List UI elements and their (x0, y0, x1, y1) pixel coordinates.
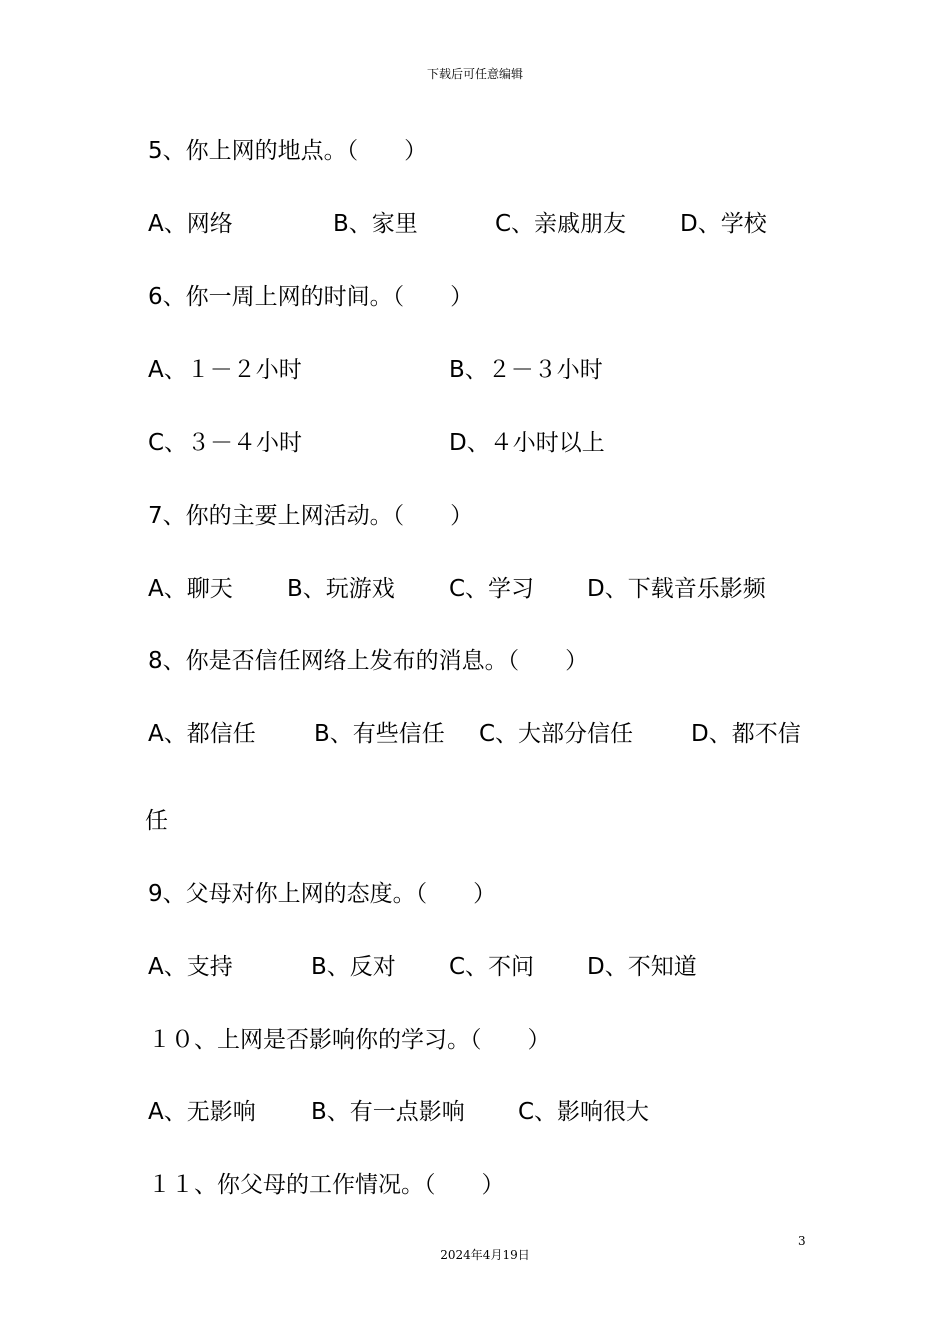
q6-option-a: A、１－２小时 (148, 357, 302, 383)
question-10: １０、上网是否影响你的学习。（ ） (148, 1027, 551, 1053)
q5-option-a: A、网络 (148, 211, 233, 237)
q9-option-a: A、支持 (148, 954, 233, 980)
q10-option-a: A、无影响 (148, 1099, 256, 1125)
q6-option-c: C、３－４小时 (148, 430, 303, 456)
q8-option-d: D、都不信 (691, 721, 801, 747)
q7-option-b: B、玩游戏 (287, 576, 395, 602)
q10-option-b: B、有一点影响 (311, 1099, 465, 1125)
q5-option-c: C、亲戚朋友 (495, 211, 627, 237)
question-11: １１、你父母的工作情况。（ ） (148, 1172, 505, 1198)
question-7: 7、你的主要上网活动。（ ） (148, 503, 474, 529)
question-5: 5、你上网的地点。（ ） (148, 138, 428, 164)
q7-option-d: D、下载音乐影频 (587, 576, 766, 602)
q9-option-d: D、不知道 (587, 954, 697, 980)
q9-option-c: C、不问 (449, 954, 535, 980)
q8-option-c: C、大部分信任 (479, 721, 634, 747)
q8-option-b: B、有些信任 (314, 721, 445, 747)
question-9: 9、父母对你上网的态度。（ ） (148, 881, 497, 907)
q5-option-b: B、家里 (333, 211, 418, 237)
q8-option-d-continuation: 任 (145, 808, 168, 834)
q9-option-b: B、反对 (311, 954, 396, 980)
q7-option-a: A、聊天 (148, 576, 233, 602)
question-6: 6、你一周上网的时间。（ ） (148, 284, 474, 310)
q6-option-b: B、２－３小时 (449, 357, 603, 383)
page-header: 下载后可任意编辑 (426, 67, 523, 81)
question-8: 8、你是否信任网络上发布的消息。（ ） (148, 648, 589, 674)
q7-option-c: C、学习 (449, 576, 535, 602)
q6-option-d: D、４小时以上 (449, 430, 605, 456)
q5-option-d: D、学校 (680, 211, 767, 237)
q10-option-c: C、影响很大 (518, 1099, 650, 1125)
q8-option-a: A、都信任 (148, 721, 256, 747)
page-footer-date: 2024年4月19日 (440, 1248, 530, 1262)
page-number: 3 (798, 1234, 806, 1248)
